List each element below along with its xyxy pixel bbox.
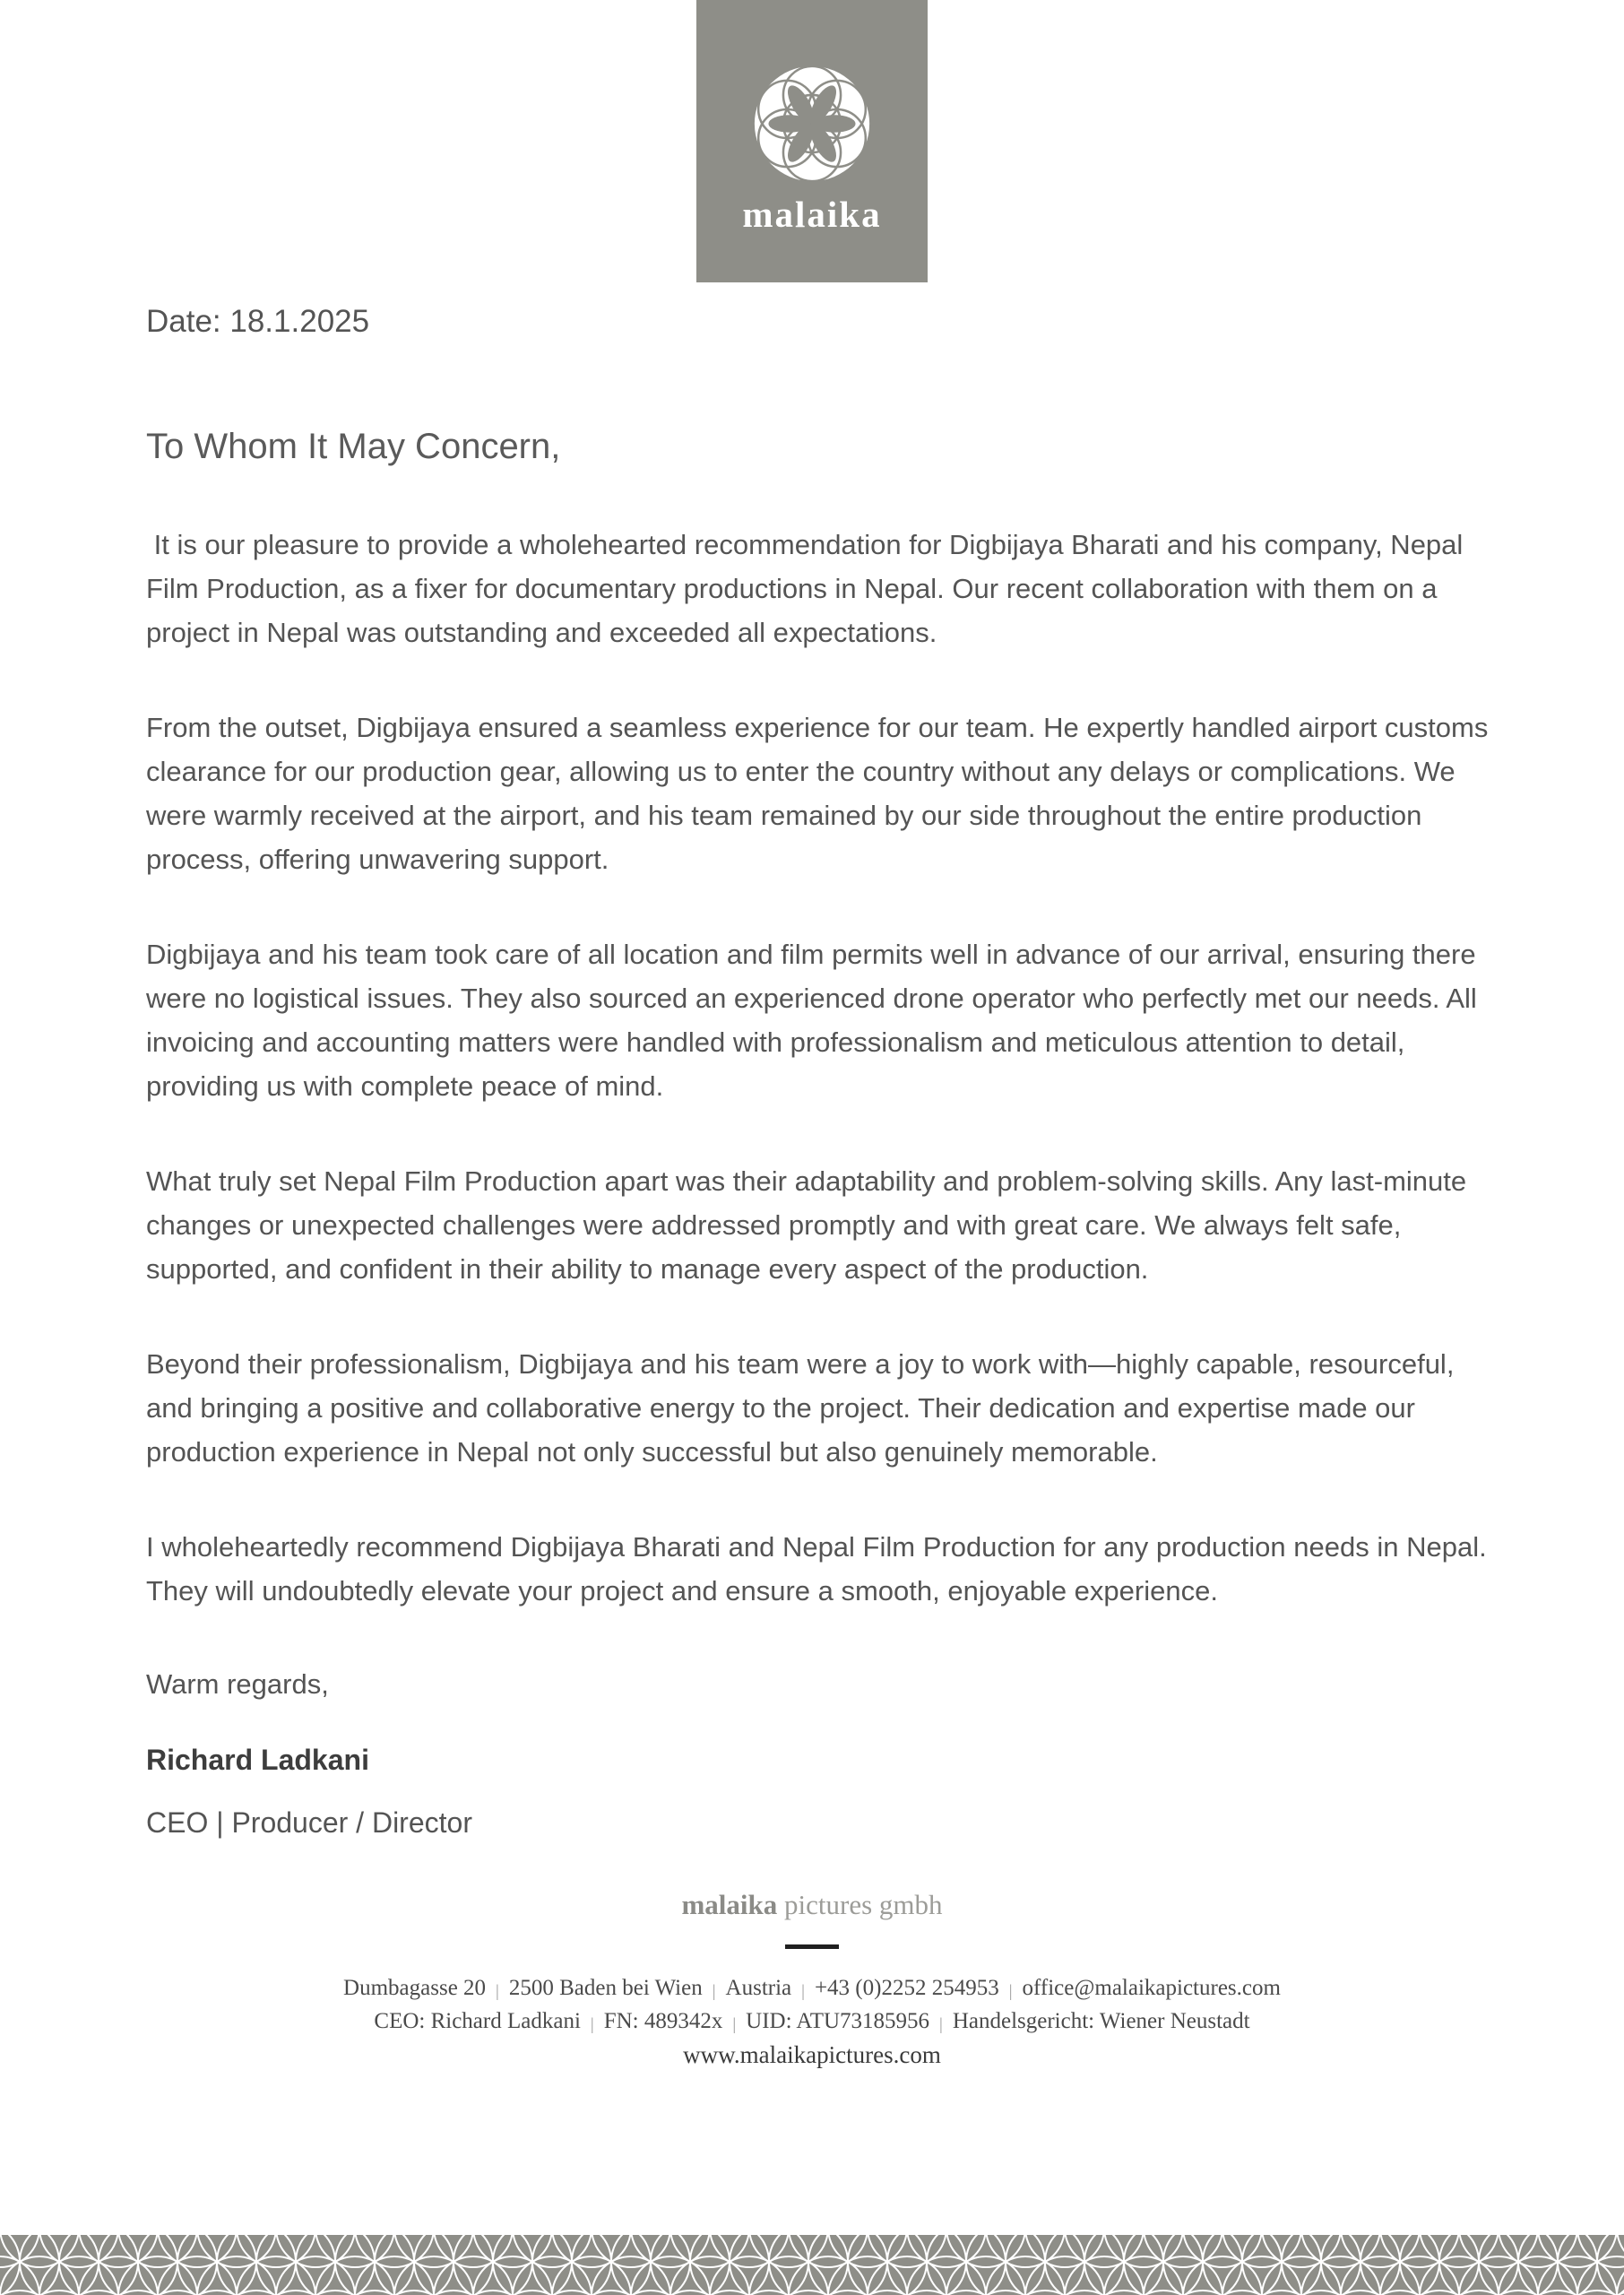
salutation: To Whom It May Concern, — [146, 427, 561, 466]
footer-info-item: +43 (0)2252 254953 — [814, 1976, 999, 2000]
flower-pattern-icon — [0, 2235, 1624, 2295]
signature-name: Richard Ladkani — [146, 1744, 369, 1776]
flower-pattern-band — [0, 2235, 1624, 2295]
footer-company-rest: pictures gmbh — [777, 1889, 943, 1920]
separator-pipe: | — [496, 1982, 499, 2001]
paragraph-adaptability: What truly set Nepal Film Production apart was their adaptability and problem-solving skills. Any last-minute changes or unexpected challenges were addressed promptly and with great care. We always felt safe, supported, and confident in their ability to manage every aspect of the production. — [146, 1165, 1474, 1285]
separator-pipe: | — [1008, 1982, 1013, 2001]
closing-line: Warm regards, — [146, 1668, 329, 1700]
footer-info-item: CEO: Richard Ladkani — [374, 2009, 581, 2033]
footer-divider — [785, 1944, 839, 1949]
footer-company-bold: malaika — [681, 1889, 778, 1920]
flower-of-life-icon — [751, 63, 873, 185]
paragraph-recommendation: I wholeheartedly recommend Digbijaya Bharati and Nepal Film Production for any production needs in Nepal. They will undoubtedly elevate your project and ensure a smooth, enjoyable experience. — [146, 1531, 1494, 1606]
separator-pipe: | — [939, 2015, 943, 2034]
footer-info-item: office@malaikapictures.com — [1022, 1976, 1281, 2000]
footer-info-item: UID: ATU73185956 — [746, 2009, 930, 2033]
paragraph-airport-support: From the outset, Digbijaya ensured a seamless experience for our team. He expertly handled airport customs clearance for our production gear, allowing us to enter the country without any delays or complications. We were warmly received at the airport, and his team remained by our side throughout the entire production process, offering unwavering support. — [146, 712, 1496, 875]
footer-info-item: Handelsgericht: Wiener Neustadt — [952, 2009, 1250, 2033]
footer-info-item: 2500 Baden bei Wien — [508, 1976, 703, 2000]
logo-wordmark: malaika — [742, 194, 882, 235]
footer-info-item: Austria — [725, 1976, 792, 2000]
footer-contact-line — [0, 1972, 1624, 2005]
footer-info-item: FN: 489342x — [603, 2009, 723, 2033]
separator-pipe: | — [712, 1982, 716, 2001]
paragraph-introduction: It is our pleasure to provide a wholehearted recommendation for Digbijaya Bharati and his company, Nepal Film Production, as a fixer for documentary productions in Nepal. Our recent collaboration with them on a project in Nepal was outstanding and exceeded all expectations. — [146, 529, 1471, 648]
footer-company-name — [0, 1887, 1624, 1923]
malaika-logo-box — [696, 0, 928, 282]
separator-pipe: | — [590, 2015, 594, 2034]
footer-website: www.malaikapictures.com — [683, 2041, 941, 2068]
footer-legal-line — [0, 2005, 1624, 2039]
separator-pipe: | — [801, 1982, 805, 2001]
date-line: Date: 18.1.2025 — [146, 304, 370, 339]
paragraph-permits-logistics: Digbijaya and his team took care of all location and film permits well in advance of our arrival, ensuring there were no logistical issues. They also sourced an experienced drone operator who perfectly met our needs. All invoicing and accounting matters were handled with professionalism and meticulous attention to detail, providing us with complete peace of mind. — [146, 939, 1485, 1102]
separator-pipe: | — [732, 2015, 737, 2034]
letter-body — [0, 282, 1624, 1842]
letter-footer — [0, 1842, 1624, 2071]
paragraph-team-qualities: Beyond their professionalism, Digbijaya and his team were a joy to work with—highly capable, resourceful, and bringing a positive and collaborative energy to the project. Their dedication and expertise made our production experience in Nepal not only successful but also genuinely memorable. — [146, 1348, 1463, 1468]
signature-title: CEO | Producer / Director — [146, 1806, 472, 1839]
footer-info-item: Dumbagasse 20 — [343, 1976, 487, 2000]
